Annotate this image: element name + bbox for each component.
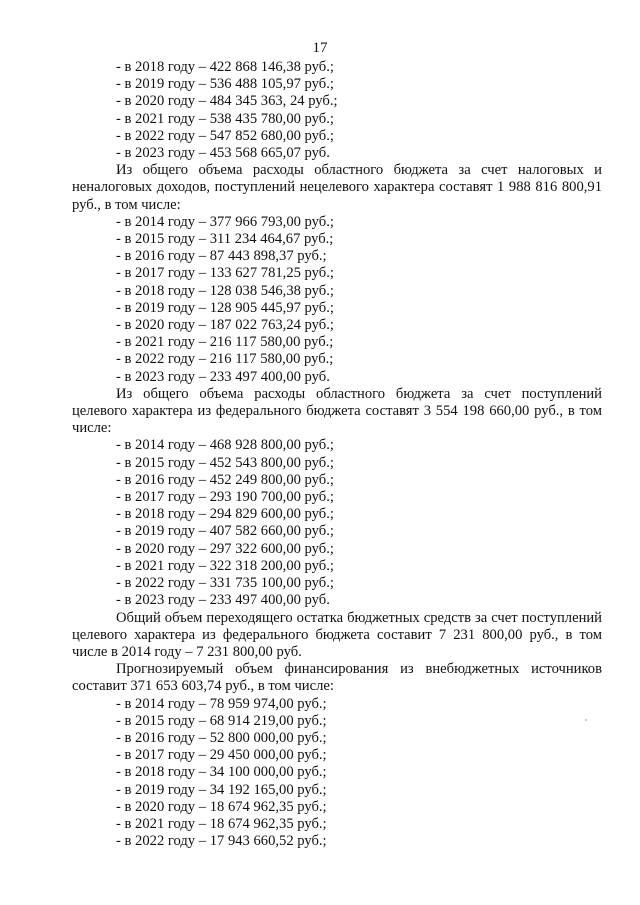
page-number: 17 bbox=[312, 40, 328, 56]
list-item: - в 2021 году – 538 435 780,00 руб.; bbox=[116, 110, 334, 127]
list-item: - в 2023 году – 453 568 665,07 руб. bbox=[116, 145, 330, 162]
list-item: - в 2017 году – 133 627 781,25 руб.; bbox=[116, 265, 334, 282]
list-item: - в 2023 году – 233 497 400,00 руб. bbox=[116, 592, 330, 609]
list-item: - в 2018 году – 34 100 000,00 руб.; bbox=[116, 764, 327, 781]
list-item: - в 2014 году – 78 959 974,00 руб.; bbox=[116, 695, 327, 712]
paragraph-extrabudgetary: Прогнозируемый объем финансирования из внебюджетных источников составит 371 653 603,74 руб., в том числе: bbox=[72, 661, 602, 695]
list-item: - в 2022 году – 547 852 680,00 руб.; bbox=[116, 127, 334, 144]
list-block-1 bbox=[72, 59, 602, 162]
list-item: - в 2019 году – 407 582 660,00 руб.; bbox=[116, 523, 334, 540]
list-item: - в 2022 году – 331 735 100,00 руб.; bbox=[116, 575, 334, 592]
list-item: - в 2018 году – 422 868 146,38 руб.; bbox=[116, 59, 334, 75]
list-item: - в 2019 году – 536 488 105,97 руб.; bbox=[116, 76, 334, 93]
list-item: - в 2016 году – 52 800 000,00 руб.; bbox=[116, 729, 327, 746]
paragraph-tax-revenues: Из общего объема расходы областного бюджета за счет налоговых и неналоговых доходов, поступлений нецелевого характера составят 1 988 816 800,91 руб., в том числе: bbox=[72, 162, 602, 213]
list-item: - в 2021 году – 18 674 962,35 руб.; bbox=[116, 815, 327, 832]
paragraph-carryover-balance: Общий объем переходящего остатка бюджетных средств за счет поступлений целевого характера из федерального бюджета составит 7 231 800,00 руб., в том числе в 2014 году – 7 231 800,00 руб. bbox=[72, 609, 602, 660]
list-item: - в 2022 году – 17 943 660,52 руб.; bbox=[116, 833, 327, 850]
list-item: - в 2021 году – 322 318 200,00 руб.; bbox=[116, 557, 334, 574]
list-item: - в 2022 году – 216 117 580,00 руб.; bbox=[116, 351, 334, 368]
list-item: - в 2020 году – 297 322 600,00 руб.; bbox=[116, 540, 334, 557]
list-item: - в 2020 году – 187 022 763,24 руб.; bbox=[116, 317, 334, 334]
list-item: - в 2019 году – 128 905 445,97 руб.; bbox=[116, 299, 334, 316]
list-item: - в 2018 году – 294 829 600,00 руб.; bbox=[116, 506, 334, 523]
list-block-4 bbox=[72, 696, 602, 851]
list-item: - в 2020 году – 484 345 363, 24 руб.; bbox=[116, 93, 338, 110]
list-item: - в 2014 году – 377 966 793,00 руб.; bbox=[116, 213, 334, 230]
list-item: - в 2023 году – 233 497 400,00 руб. bbox=[116, 368, 330, 385]
list-block-3 bbox=[72, 437, 602, 609]
list-item: - в 2015 году – 311 234 464,67 руб.; bbox=[116, 231, 334, 248]
list-block-2 bbox=[72, 214, 602, 386]
list-item: - в 2016 году – 452 249 800,00 руб.; bbox=[116, 471, 334, 488]
list-item: - в 2020 году – 18 674 962,35 руб.; bbox=[116, 798, 327, 815]
list-item: - в 2015 году – 452 543 800,00 руб.; bbox=[116, 454, 334, 471]
scan-speck bbox=[585, 719, 587, 721]
list-item: - в 2017 году – 29 450 000,00 руб.; bbox=[116, 747, 327, 764]
list-item: - в 2019 году – 34 192 165,00 руб.; bbox=[116, 781, 327, 798]
paragraph-federal-budget: Из общего объема расходы областного бюджета за счет поступлений целевого характера из федерального бюджета составят 3 554 198 660,00 руб., в том числе: bbox=[72, 385, 602, 437]
list-item: - в 2015 году – 68 914 219,00 руб.; bbox=[116, 712, 327, 729]
list-item: - в 2016 году – 87 443 898,37 руб.; bbox=[116, 248, 327, 265]
list-item: - в 2014 году – 468 928 800,00 руб.; bbox=[116, 437, 334, 454]
list-item: - в 2018 году – 128 038 546,38 руб.; bbox=[116, 282, 334, 299]
list-item: - в 2017 году – 293 190 700,00 руб.; bbox=[116, 489, 334, 506]
list-item: - в 2021 году – 216 117 580,00 руб.; bbox=[116, 334, 334, 351]
document-body bbox=[72, 59, 602, 850]
